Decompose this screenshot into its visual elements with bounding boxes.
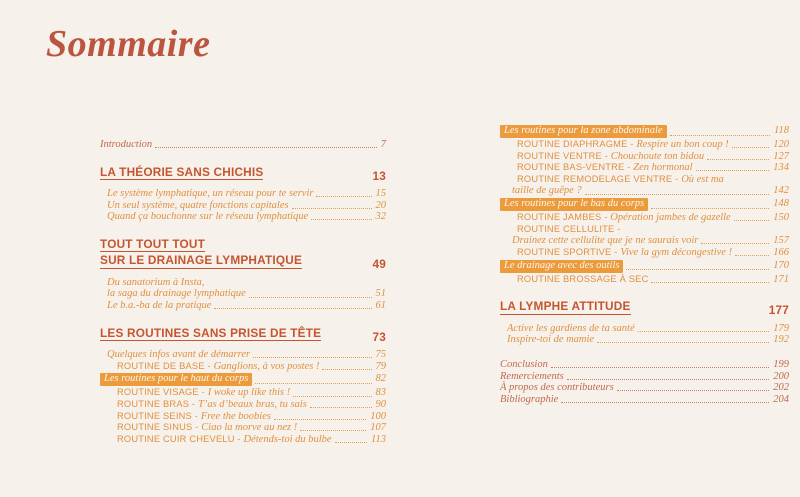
dot-leader (293, 396, 371, 397)
toc-page-number: 83 (375, 387, 386, 399)
toc-chapter-title: LA LYMPHE ATTITUDE (500, 299, 631, 314)
toc-item-label: ROUTINE DIAPHRAGME - Respire un bon coup ! (517, 139, 729, 151)
toc-item-row (500, 260, 789, 273)
toc-item-row (100, 399, 386, 411)
dot-leader (585, 194, 770, 195)
toc-item-label: Le drainage avec des outils (500, 260, 623, 273)
toc-page-number: 192 (773, 334, 789, 346)
toc-item-row (500, 274, 789, 286)
dot-leader (311, 219, 371, 220)
dot-leader (551, 367, 769, 368)
toc-item-label: Les routines pour le haut du corps (100, 373, 252, 386)
toc-item-label: Introduction (100, 139, 153, 150)
toc-page-number: 100 (370, 410, 386, 422)
toc-item-label: Le système lymphatique, un réseau pour te servir (107, 188, 314, 200)
toc-item-row (500, 394, 789, 406)
dot-leader (322, 369, 371, 370)
toc-item-row (100, 434, 386, 446)
toc-chapter-title: LES ROUTINES SANS PRISE DE TÊTE (100, 325, 322, 340)
toc-page-number: 32 (375, 211, 386, 223)
toc-page-number: 51 (375, 288, 386, 300)
toc-item-row (100, 411, 386, 423)
toc-page-number: 82 (375, 373, 386, 385)
toc-item-label: ROUTINE BROSSAGE À SEC (517, 273, 649, 284)
toc-item-label: Conclusion (500, 358, 548, 370)
dot-leader (696, 170, 770, 171)
toc-page-number: 113 (371, 433, 386, 445)
toc-item-row (100, 387, 386, 399)
page-title: Sommaire (46, 23, 211, 65)
toc-item-row (500, 151, 789, 163)
toc-page-number: 134 (773, 162, 789, 174)
toc-page-number: 61 (375, 300, 386, 312)
dot-leader (310, 407, 372, 408)
toc-chapter-row (100, 327, 386, 344)
dot-leader (214, 308, 371, 309)
toc-item-label: ROUTINE SEINS - Free the boobies (117, 410, 271, 422)
dot-leader (638, 331, 770, 332)
toc-page-number: 20 (375, 199, 386, 211)
toc-page-number: 127 (773, 150, 789, 162)
toc-page-number: 179 (773, 322, 789, 334)
dot-leader (253, 357, 371, 358)
toc-chapter-title: LA THÉORIE SANS CHICHIS (100, 164, 264, 179)
toc-item-label: À propos des contributeurs (500, 382, 614, 394)
dot-leader (300, 430, 366, 431)
dot-leader (707, 159, 769, 160)
toc-item-row (100, 200, 386, 212)
toc-item-row (500, 198, 789, 211)
dot-leader (651, 208, 769, 209)
toc-page-number: 79 (375, 360, 386, 372)
toc-item-row (100, 361, 386, 373)
toc-item-label: ROUTINE JAMBES - Opération jambes de gazelle (517, 212, 731, 224)
toc-item-row (100, 188, 386, 200)
toc-item-row (500, 334, 789, 346)
toc-item-row (100, 349, 386, 361)
toc-item-row (500, 162, 789, 174)
toc-item-row (500, 139, 789, 151)
toc-item-row (500, 359, 789, 371)
toc-page-number: 148 (773, 198, 789, 210)
toc-item-label: ROUTINE SPORTIVE - Vive la gym décongestive ! (517, 246, 733, 258)
toc-item-label: Inspire-toi de mamie (507, 334, 595, 346)
toc-item-label: Les routines pour la zone abdominale (500, 125, 667, 138)
toc-item-label: Du sanatorium à Insta, (107, 276, 205, 288)
toc-page-number: 73 (372, 329, 386, 344)
toc-item-row (500, 371, 789, 383)
toc-item-label: Quand ça bouchonne sur le réseau lymphatique (107, 211, 309, 223)
dot-leader (292, 208, 372, 209)
toc-page-number: 142 (773, 185, 789, 197)
dot-leader (561, 402, 769, 403)
toc-item-label: ROUTINE BRAS - T’as d’beaux bras, tu sais (117, 399, 307, 411)
toc-chapter-title: TOUT TOUT TOUT SUR LE DRAINAGE LYMPHATIQUE (100, 236, 303, 268)
toc-right-column (500, 124, 789, 405)
toc-item-label: Un seul système, quatre fonctions capitales (107, 199, 289, 211)
toc-item-label: taille de guêpe ? (512, 185, 582, 197)
toc-page-number: 200 (773, 370, 789, 382)
toc-page-number: 199 (773, 358, 789, 370)
toc-item-label: ROUTINE VENTRE - Chouchoute ton bidou (517, 150, 705, 162)
toc-page-number: 15 (375, 188, 386, 200)
toc-item-row (100, 300, 386, 312)
toc-page-number: 157 (773, 235, 789, 247)
dot-leader (335, 442, 367, 443)
dot-leader (249, 297, 372, 298)
toc-page-number: 171 (773, 273, 789, 285)
toc-page-number: 118 (774, 125, 789, 136)
toc-item-row (100, 139, 386, 151)
toc-item-label: la saga du drainage lymphatique (107, 288, 246, 300)
toc-page-number: 202 (773, 382, 789, 394)
toc-page-number: 49 (372, 257, 386, 272)
dot-leader (732, 147, 770, 148)
dot-leader (735, 255, 769, 256)
toc-item-row (100, 422, 386, 434)
dot-leader (255, 383, 371, 384)
toc-page-number: 177 (768, 303, 789, 318)
toc-page-number: 120 (773, 139, 789, 151)
toc-item-row (100, 277, 386, 289)
toc-item-label: ROUTINE REMODELAGE VENTRE - Où est ma (517, 173, 724, 185)
toc-chapter-row (500, 300, 789, 317)
toc-item-row (500, 125, 789, 138)
toc-item-row (500, 174, 789, 186)
toc-item-label: ROUTINE DE BASE - Ganglions, à vos postes ! (117, 360, 320, 372)
toc-item-label: ROUTINE SINUS - Ciao la morve au nez ! (117, 422, 298, 434)
toc-page-number: 204 (773, 393, 789, 405)
dot-leader (617, 390, 770, 391)
toc-chapter-row (100, 166, 386, 183)
toc-item-label: Drainez cette cellulite que je ne saurais voir (512, 235, 699, 247)
dot-leader (626, 269, 769, 270)
toc-item-row (100, 373, 386, 386)
toc-page-number: 166 (773, 246, 789, 258)
dot-leader (597, 342, 769, 343)
toc-page-number: 7 (380, 139, 386, 150)
dot-leader (651, 282, 769, 283)
toc-page-number: 150 (773, 212, 789, 224)
toc-page-number: 107 (370, 422, 386, 434)
dot-leader (670, 135, 770, 136)
dot-leader (274, 419, 366, 420)
toc-item-label: Remerciements (500, 370, 564, 382)
toc-left-column (100, 139, 386, 445)
toc-chapter-row (100, 238, 386, 271)
toc-item-row (500, 224, 789, 236)
dot-leader (734, 220, 770, 221)
toc-item-label: ROUTINE CUIR CHEVELU - Détends-toi du bulbe (117, 433, 332, 445)
toc-item-label: ROUTINE BAS-VENTRE - Zen hormonal (517, 162, 693, 174)
toc-item-row (500, 323, 789, 335)
toc-item-label: Le b.a.-ba de la pratique (107, 300, 212, 312)
toc-page-number: 13 (372, 168, 386, 183)
toc-item-label: Quelques infos avant de démarrer (107, 349, 251, 361)
dot-leader (567, 379, 770, 380)
dot-leader (316, 196, 371, 197)
toc-item-row (500, 212, 789, 224)
toc-item-label: ROUTINE VISAGE - I woke up like this ! (117, 387, 291, 399)
toc-item-row (500, 235, 789, 247)
toc-item-label: Bibliographie (500, 393, 559, 405)
dot-leader (701, 243, 769, 244)
toc-page-number: 90 (375, 399, 386, 411)
toc-page-number: 75 (375, 349, 386, 361)
toc-item-row (500, 247, 789, 259)
toc-item-row (100, 288, 386, 300)
toc-item-row (100, 211, 386, 223)
toc-item-row (500, 382, 789, 394)
toc-item-label: Les routines pour le bas du corps (500, 198, 648, 211)
toc-item-row (500, 185, 789, 197)
toc-page-number: 170 (773, 259, 789, 271)
toc-item-label: ROUTINE CELLULITE - (517, 223, 621, 234)
toc-item-label: Active les gardiens de ta santé (507, 322, 635, 334)
dot-leader (155, 147, 377, 148)
